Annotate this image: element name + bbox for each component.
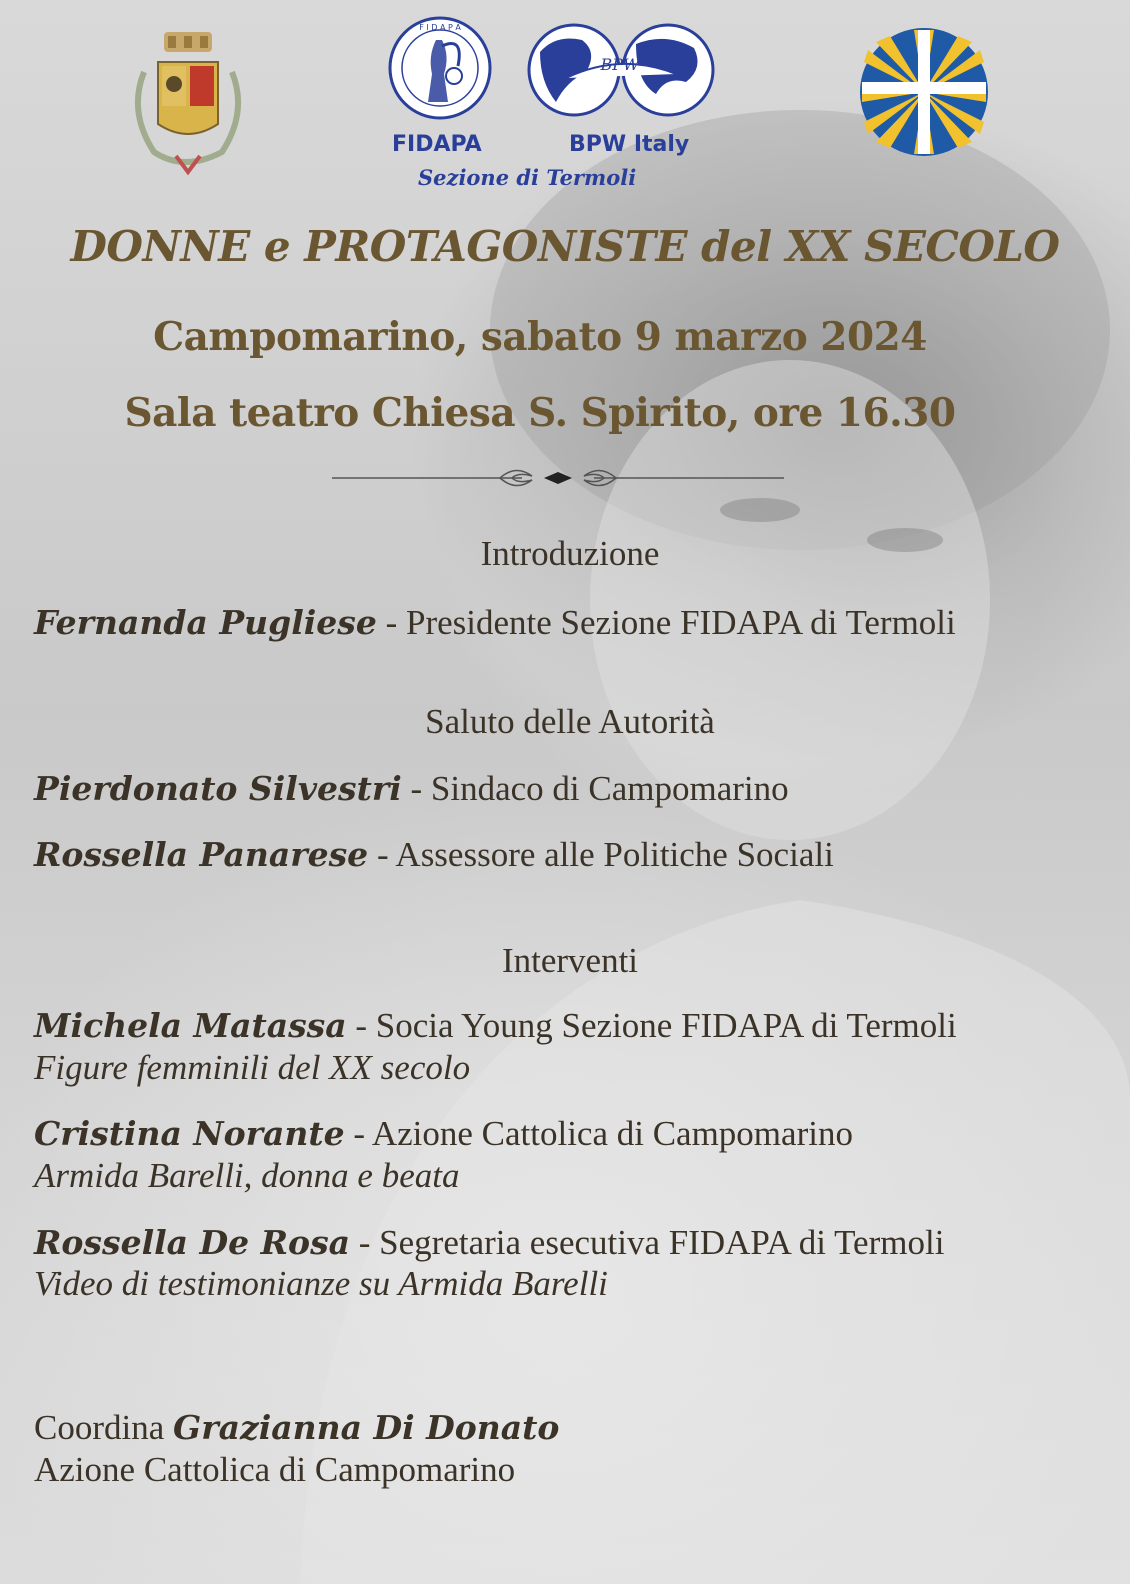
speaker-name: Fernanda Pugliese <box>34 603 377 642</box>
heading-saluto: Saluto delle Autorità <box>425 702 715 741</box>
ornament-divider-icon <box>332 462 784 498</box>
bpw-label: BPW Italy <box>569 132 690 157</box>
speaker-line <box>34 1223 944 1263</box>
heading-introduzione: Introduzione <box>480 534 660 573</box>
speaker-role: - Presidente Sezione FIDAPA di Termoli <box>376 603 956 642</box>
fidapa-label: FIDAPA <box>392 132 482 157</box>
sezione-label: Sezione di Termoli <box>418 165 637 190</box>
talk-topic: Video di testimonianze su Armida Barelli <box>34 1264 608 1303</box>
speaker-role: - Segretaria esecutiva FIDAPA di Termoli <box>350 1223 945 1262</box>
talk-topic: Armida Barelli, donna e beata <box>34 1156 460 1195</box>
coordinator-prefix: Coordina <box>34 1408 174 1447</box>
speaker-role: - Assessore alle Politiche Sociali <box>368 835 834 874</box>
speaker-line <box>34 603 956 643</box>
heading-interventi: Interventi <box>501 941 639 980</box>
speaker-line <box>34 1114 853 1154</box>
azione-cattolica-icon <box>858 26 990 158</box>
talk-topic: Figure femminili del XX secolo <box>34 1048 471 1087</box>
speaker-name: Michela Matassa <box>34 1006 347 1045</box>
speaker-line <box>34 835 834 875</box>
speaker-name: Cristina Norante <box>34 1114 345 1153</box>
speaker-role: - Socia Young Sezione FIDAPA di Termoli <box>346 1006 957 1045</box>
event-venue: Sala teatro Chiesa S. Spirito, ore 16.30 <box>124 390 956 436</box>
coordinator-org: Azione Cattolica di Campomarino <box>34 1450 516 1489</box>
municipal-crest-icon <box>124 32 252 182</box>
coordinator-line <box>34 1408 559 1448</box>
speaker-role: - Azione Cattolica di Campomarino <box>344 1114 853 1153</box>
event-date: Campomarino, sabato 9 marzo 2024 <box>153 314 927 360</box>
speaker-line <box>34 769 789 809</box>
fidapa-seal-icon <box>388 16 492 120</box>
speaker-line <box>34 1006 957 1046</box>
speaker-name: Rossella De Rosa <box>34 1223 351 1262</box>
coordinator-name: Grazianna Di Donato <box>173 1408 560 1447</box>
speaker-name: Pierdonato Silvestri <box>34 769 402 808</box>
svg-text:BPW: BPW <box>600 55 640 74</box>
event-title: DONNE e PROTAGONISTE del XX SECOLO <box>70 222 1060 271</box>
speaker-name: Rossella Panarese <box>34 835 369 874</box>
svg-text:F I D A P A: F I D A P A <box>419 23 461 32</box>
bpw-globes-icon <box>526 22 716 118</box>
speaker-role: - Sindaco di Campomarino <box>401 769 789 808</box>
